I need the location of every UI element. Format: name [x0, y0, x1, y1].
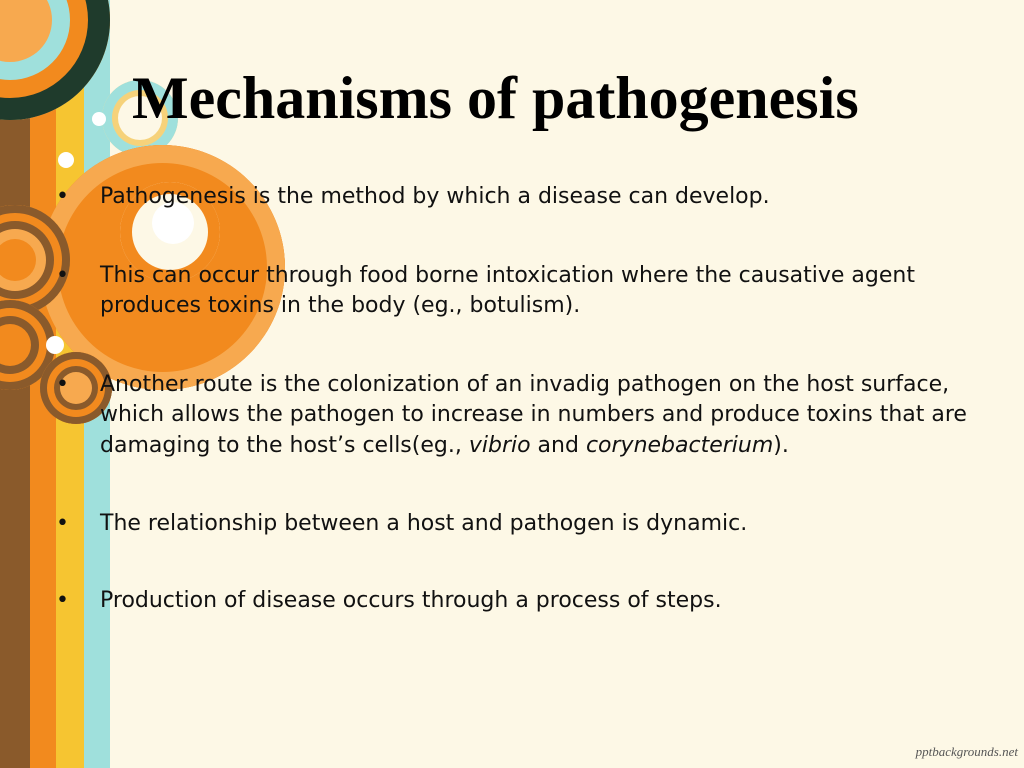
bullet-text: The relationship between a host and pathogen is dynamic.: [100, 511, 748, 536]
bullet-text: Production of disease occurs through a process of steps.: [100, 587, 722, 613]
bullet-italic-term: vibrio: [468, 432, 531, 458]
watermark: pptbackgrounds.net: [915, 744, 1018, 759]
bullet-item: [56, 370, 980, 462]
bullet-item: [56, 261, 980, 322]
bullet-item: [56, 586, 980, 617]
white-dot: [92, 112, 106, 126]
bullet-list: [56, 182, 980, 616]
bullet-item: [56, 182, 980, 213]
bullet-text-part: and: [530, 432, 586, 458]
bullet-item: [56, 509, 980, 540]
bullet-marker: •: [56, 371, 69, 397]
bullet-marker: •: [56, 511, 69, 536]
bullet-marker: •: [56, 184, 69, 209]
bullet-text: This can occur through food borne intoxication where the causative agent produces toxins in the body (eg., botulism).: [100, 262, 915, 318]
bullet-italic-term: corynebacterium: [585, 432, 774, 458]
bullet-marker: •: [56, 587, 69, 613]
bullet-text-part: ).: [773, 432, 789, 458]
bullet-marker: •: [56, 262, 69, 288]
bullet-text: [100, 372, 967, 458]
slide-title: Mechanisms of pathogenesis: [132, 65, 859, 131]
white-dot: [46, 336, 64, 354]
bullet-text: Pathogenesis is the method by which a disease can develop.: [100, 184, 770, 209]
white-dot: [58, 152, 74, 168]
bullet-text-part: Another route is the colonization of an invadig pathogen on the host surface, which allows the pathogen to increase in numbers and produce toxins that are damaging to the host’s cells(eg.,: [100, 371, 967, 458]
